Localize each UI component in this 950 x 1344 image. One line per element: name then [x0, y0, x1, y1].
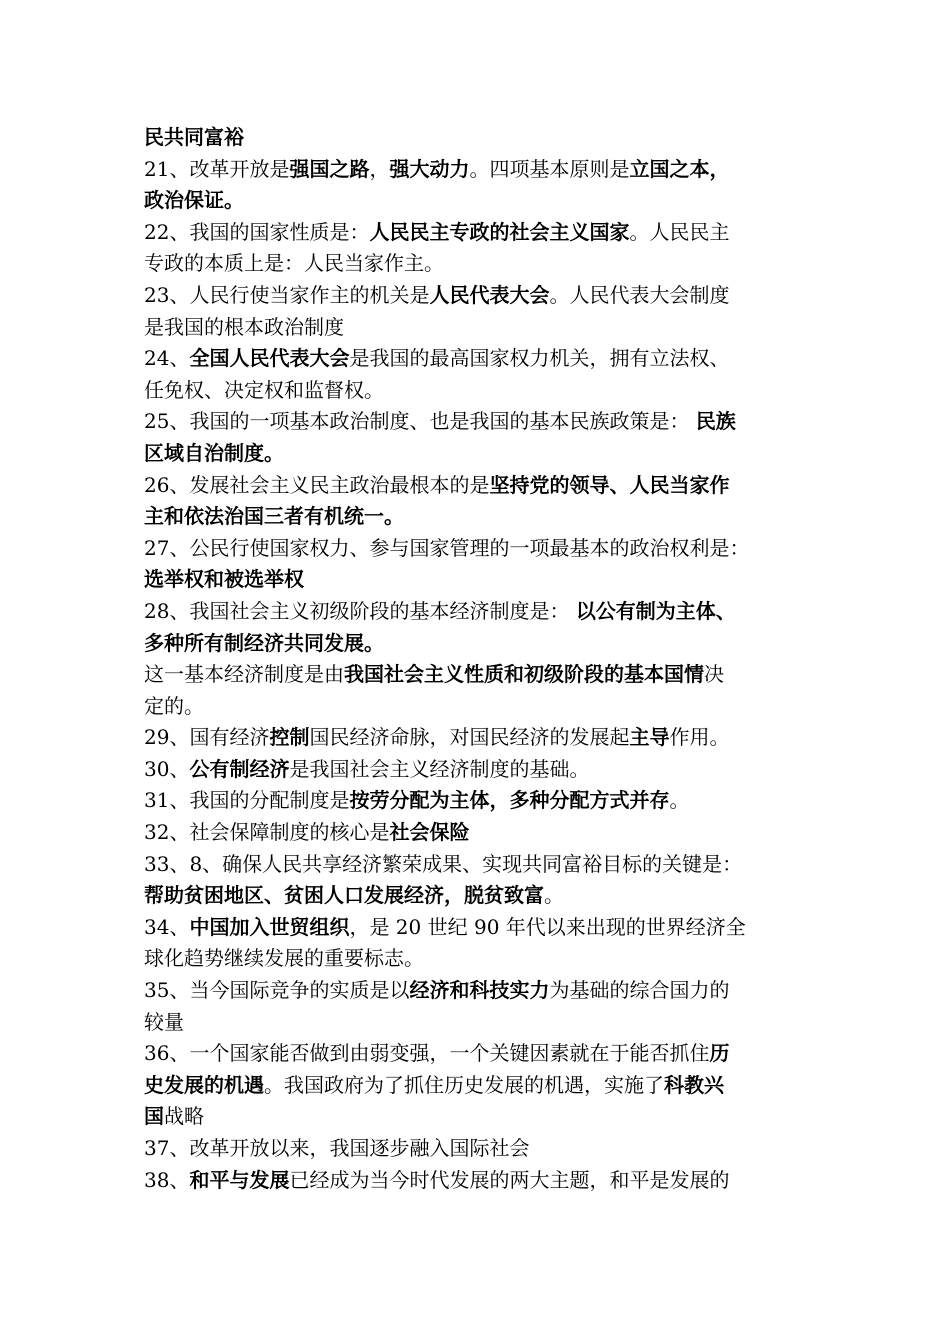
text-run: 30、 [144, 756, 190, 781]
bold-text: 选举权和被选举权 [144, 567, 304, 592]
bold-text: 区域自治制度。 [144, 440, 284, 465]
bold-text: 强大动力 [389, 156, 470, 181]
text-run: 34、 [144, 914, 190, 939]
text-run: 27、公民行使国家权力、参与国家管理的一项最基本的政治权利是： [144, 535, 750, 560]
text-run: 是我国的最高国家权力机关，拥有立法权、 [349, 346, 730, 371]
bold-text: 民族 [695, 409, 736, 434]
text-run: 23、人民行使当家作主的机关是 [144, 282, 430, 307]
text-run: 决 [704, 662, 724, 687]
text-run: 定的。 [144, 693, 204, 718]
text-line [144, 849, 814, 881]
text-run: 。 [544, 883, 564, 908]
text-line [144, 1070, 814, 1102]
text-run: 32、社会保障制度的核心是 [144, 820, 390, 845]
bold-text: 人民民主专政的社会主义国家 [369, 219, 630, 244]
bold-text: 多种所有制经济共同发展。 [144, 630, 384, 655]
text-line [144, 343, 814, 375]
text-line [144, 659, 814, 691]
text-line [144, 628, 814, 660]
text-line [144, 564, 814, 596]
bold-text: 立国之本， [629, 156, 730, 181]
text-run: 较量 [144, 1009, 184, 1034]
text-run: 36、一个国家能否做到由弱变强，一个关键因素就在于能否抓住 [144, 1041, 710, 1066]
bold-text: 社会保险 [389, 820, 470, 845]
text-run: 25、我国的一项基本政治制度、也是我国的基本民族政策是： [144, 409, 696, 434]
text-line [144, 470, 814, 502]
text-line [144, 1165, 814, 1197]
text-line [144, 248, 814, 280]
text-run: 37、改革开放以来，我国逐步融入国际社会 [144, 1136, 530, 1160]
text-line [144, 691, 814, 723]
bold-text: 科教兴 [664, 1072, 724, 1097]
text-line [144, 1101, 814, 1133]
text-run: 球化趋势继续发展的重要标志。 [144, 946, 424, 971]
text-line [144, 1038, 814, 1070]
bold-text: 帮助贫困地区、贫困人口发展经济，脱贫致富 [144, 883, 544, 908]
text-run: 。人民民主 [629, 219, 730, 244]
text-run: ，是 20 世纪 90 年代以来出现的世界经济全 [349, 914, 746, 939]
text-line [144, 722, 814, 754]
bold-text: 全国人民代表大会 [189, 346, 350, 371]
text-run: 22、我国的国家性质是： [144, 219, 370, 244]
text-run: 26、发展社会主义民主政治最根本的是 [144, 472, 490, 497]
text-line [144, 406, 814, 438]
text-line [144, 1007, 814, 1039]
text-line [144, 312, 814, 344]
bold-text: 国 [144, 1104, 164, 1129]
text-run: 为基础的综合国力的 [549, 978, 730, 1003]
bold-text: 政治保证。 [144, 188, 244, 213]
text-line [144, 122, 814, 154]
text-line [144, 154, 814, 186]
text-run: 38、 [144, 1167, 190, 1192]
text-run: ， [369, 156, 390, 181]
bold-text: 我国社会主义性质和初级阶段的基本国情 [344, 662, 704, 687]
text-line [144, 943, 814, 975]
text-run: 21、改革开放是 [144, 156, 290, 181]
text-line [144, 880, 814, 912]
text-run: 任免权、决定权和监督权。 [144, 377, 384, 402]
text-line [144, 596, 814, 628]
document-body [144, 122, 814, 1196]
bold-text: 民共同富裕 [144, 125, 244, 149]
bold-text: 以公有制为主体、 [575, 598, 736, 623]
text-run: 。我国政府为了抓住历史发展的机遇，实施了 [264, 1072, 664, 1097]
text-run: 。 [669, 788, 690, 813]
text-run: 24、 [144, 346, 190, 371]
text-run: 已经成为当今时代发展的两大主题，和平是发展的 [289, 1167, 730, 1192]
text-run: 国民经济命脉，对国民经济的发展起 [309, 725, 630, 750]
text-line [144, 912, 814, 944]
bold-text: 公有制经济 [189, 756, 290, 781]
text-line [144, 975, 814, 1007]
text-line [144, 1133, 814, 1165]
bold-text: 坚持党的领导、人民当家作 [489, 472, 730, 497]
text-line [144, 817, 814, 849]
bold-text: 主和依法治国三者有机统一。 [144, 504, 404, 529]
text-line [144, 501, 814, 533]
text-line [144, 375, 814, 407]
text-line [144, 754, 814, 786]
bold-text: 史发展的机遇 [144, 1072, 264, 1097]
text-run: 战略 [164, 1104, 204, 1129]
text-line [144, 438, 814, 470]
bold-text: 人民代表大会 [429, 282, 550, 307]
text-run: 28、我国社会主义初级阶段的基本经济制度是： [144, 598, 576, 623]
bold-text: 控制 [269, 725, 310, 750]
text-run: 。四项基本原则是 [469, 156, 630, 181]
text-run: 。人民代表大会制度 [549, 282, 730, 307]
text-line [144, 785, 814, 817]
text-line [144, 185, 814, 217]
text-run: 作用。 [669, 725, 730, 750]
text-run: 是我国的根本政治制度 [144, 314, 344, 339]
text-line [144, 533, 814, 565]
bold-text: 强国之路 [289, 156, 370, 181]
text-run: 31、我国的分配制度是 [144, 788, 350, 813]
text-run: 35、当今国际竞争的实质是以 [144, 978, 410, 1003]
text-line [144, 280, 814, 312]
bold-text: 中国加入世贸组织 [189, 914, 350, 939]
text-run: 专政的本质上是：人民当家作主。 [144, 251, 444, 276]
bold-text: 主导 [629, 725, 670, 750]
text-run: 29、国有经济 [144, 725, 270, 750]
text-line [144, 217, 814, 249]
bold-text: 按劳分配为主体，多种分配方式并存 [349, 788, 670, 813]
bold-text: 历 [709, 1041, 730, 1066]
text-run: 是我国社会主义经济制度的基础。 [289, 756, 590, 781]
text-run: 这一基本经济制度是由 [144, 662, 344, 687]
bold-text: 和平与发展 [189, 1167, 290, 1192]
text-run: 33、8、确保人民共享经济繁荣成果、实现共同富裕目标的关键是： [144, 851, 743, 876]
bold-text: 经济和科技实力 [409, 978, 550, 1003]
